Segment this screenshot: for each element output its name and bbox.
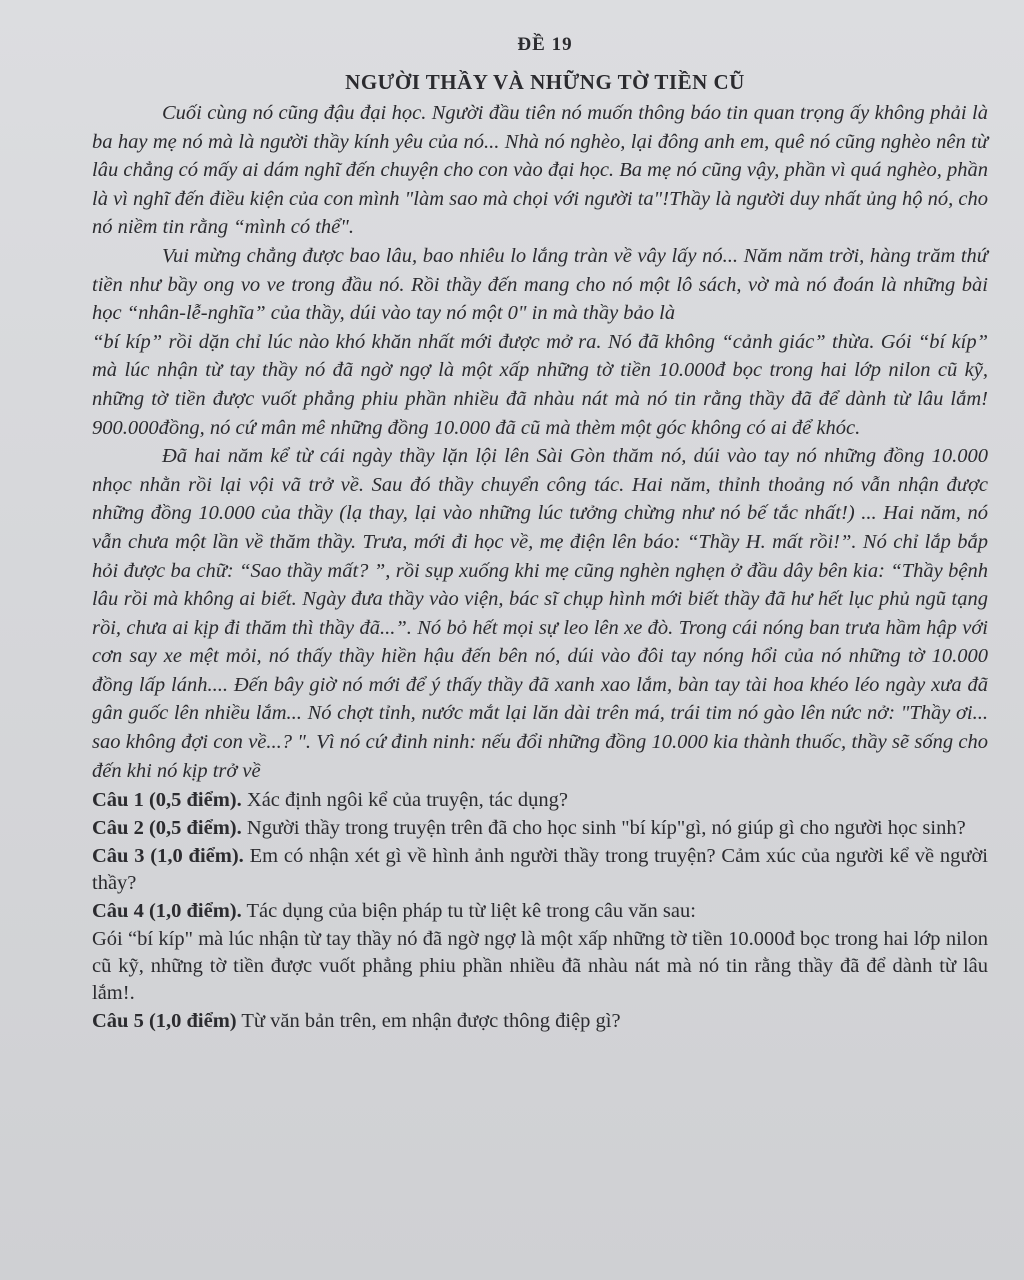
story-paragraph-2: Vui mừng chẳng được bao lâu, bao nhiêu lo lắng tràn về vây lấy nó... Năm năm trời, hàng trăm thứ tiền như bầy ong vo ve trong đầu nó. Rồi thầy đến mang cho nó một lô sách, vờ mà nó đoán là những bài học “nhân-lễ-nghĩa” của thầy, dúi vào tay nó một 0" in mà thầy bảo là xyxy=(92,244,988,325)
question-3-text: Em có nhận xét gì về hình ảnh người thầy trong truyện? Cảm xúc của người kể về người thầy? xyxy=(92,845,988,895)
question-4 xyxy=(92,898,988,925)
question-list xyxy=(92,787,988,1035)
story-paragraph-3: “bí kíp” rồi dặn chỉ lúc nào khó khăn nhất mới được mở ra. Nó đã không “cảnh giác” thừa. Gói “bí kíp” mà lúc nhận từ tay thầy nó đã ngờ ngợ là một xấp những tờ tiền 10.000đ bọc trong hai lớp nilon cũ kỹ, những tờ tiền được vuốt phẳng phiu phần nhiều đã nhàu nát mà nó tin rằng thầy đã để dành từ lâu lắm! 900.000đồng, nó cứ mân mê những đồng 10.000 đã cũ mà thèm một góc không có ai để khóc. xyxy=(92,330,988,439)
question-4-label: Câu 4 (1,0 điểm). xyxy=(92,900,242,923)
question-3-label: Câu 3 (1,0 điểm). xyxy=(92,845,244,868)
question-4-text: Tác dụng của biện pháp tu từ liệt kê trong câu văn sau: xyxy=(241,900,696,923)
story-text xyxy=(92,99,988,785)
question-5-text: Từ văn bản trên, em nhận được thông điệp gì? xyxy=(236,1010,621,1033)
story-title: NGƯỜI THẦY VÀ NHỮNG TỜ TIỀN CŨ xyxy=(345,70,745,94)
question-5-label: Câu 5 (1,0 điểm) xyxy=(92,1010,237,1033)
story-paragraph-4: Đã hai năm kể từ cái ngày thầy lặn lội lên Sài Gòn thăm nó, dúi vào tay nó những đồng 10.000 nhọc nhằn rồi lại vội vã trở về. Sau đó thầy chuyển công tác. Hai năm, thỉnh thoảng nó vẫn nhận được những đồng 10.000 của thầy (lạ thay, lại vào những lúc tưởng chừng như nó bế tắc nhất!) ... Hai năm, nó vẫn chưa một lần về thăm thầy. Trưa, mới đi học về, mẹ điện lên báo: “Thầy H. mất rồi!”. Nó chỉ lắp bắp hỏi được ba chữ: “Sao thầy mất? ”, rồi sụp xuống khi mẹ cũng nghèn nghẹn ở đầu dây bên kia: “Thầy bệnh lâu rồi mà không ai biết. Ngày đưa thầy vào viện, bác sĩ chụp hình mới biết thầy đã hư hết lục phủ ngũ tạng rồi, chưa ai kịp đi thăm thì thầy đã...”. Nó bỏ hết mọi sự leo lên xe đò. Trong cái nóng ban trưa hầm hập với cơn say xe mệt mỏi, nó thấy thầy hiền hậu đến bên nó, dúi vào đôi tay nóng hổi của nó những tờ 10.000 đồng lấp lánh.... Đến bây giờ nó mới để ý thấy thầy đã xanh xao lắm, bàn tay tài hoa khéo léo ngày xưa đã gân guốc lên nhiều lắm... Nó chợt tỉnh, nước mắt lại lăn dài trên má, trái tim nó gào lên nức nở: "Thầy ơi... sao không đợi con về...? ". Vì nó cứ đinh ninh: nếu đổi những đồng 10.000 kia thành thuốc, thầy sẽ sống cho đến khi nó kịp trở về xyxy=(92,445,988,782)
question-4-quote: Gói “bí kíp" mà lúc nhận từ tay thầy nó đã ngờ ngợ là một xấp những tờ tiền 10.000đ bọc trong hai lớp nilon cũ kỹ, những tờ tiền được vuốt phẳng phiu phần nhiều đã nhàu nát mà nó tin rằng thầy đã để dành từ lâu lắm!. xyxy=(92,928,988,1005)
question-3 xyxy=(92,843,988,897)
exam-code: ĐỀ 19 xyxy=(517,34,573,55)
question-1-text: Xác định ngôi kể của truyện, tác dụng? xyxy=(241,789,568,812)
question-2-text: Người thầy trong truyện trên đã cho học sinh "bí kíp"gì, nó giúp gì cho người học sinh? xyxy=(241,817,966,840)
question-1-label: Câu 1 (0,5 điểm). xyxy=(92,789,242,812)
question-2 xyxy=(92,815,988,842)
question-5 xyxy=(92,1008,988,1035)
question-2-label: Câu 2 (0,5 điểm). xyxy=(92,817,242,840)
story-paragraph-1: Cuối cùng nó cũng đậu đại học. Người đầu tiên nó muốn thông báo tin quan trọng ấy không phải là ba hay mẹ nó mà là người thầy kính yêu của nó... Nhà nó nghèo, lại đông anh em, quê nó cũng nghèo nên từ lâu chẳng có mấy ai dám nghĩ đến chuyện cho con vào đại học. Ba mẹ nó cũng vậy, phần vì quá nghèo, phần là vì nghĩ đến điều kiện của con mình "làm sao mà chọi với người ta"!Thầy là người duy nhất ủng hộ nó, cho nó niềm tin rằng “mình có thể". xyxy=(92,102,988,239)
question-1 xyxy=(92,787,988,814)
